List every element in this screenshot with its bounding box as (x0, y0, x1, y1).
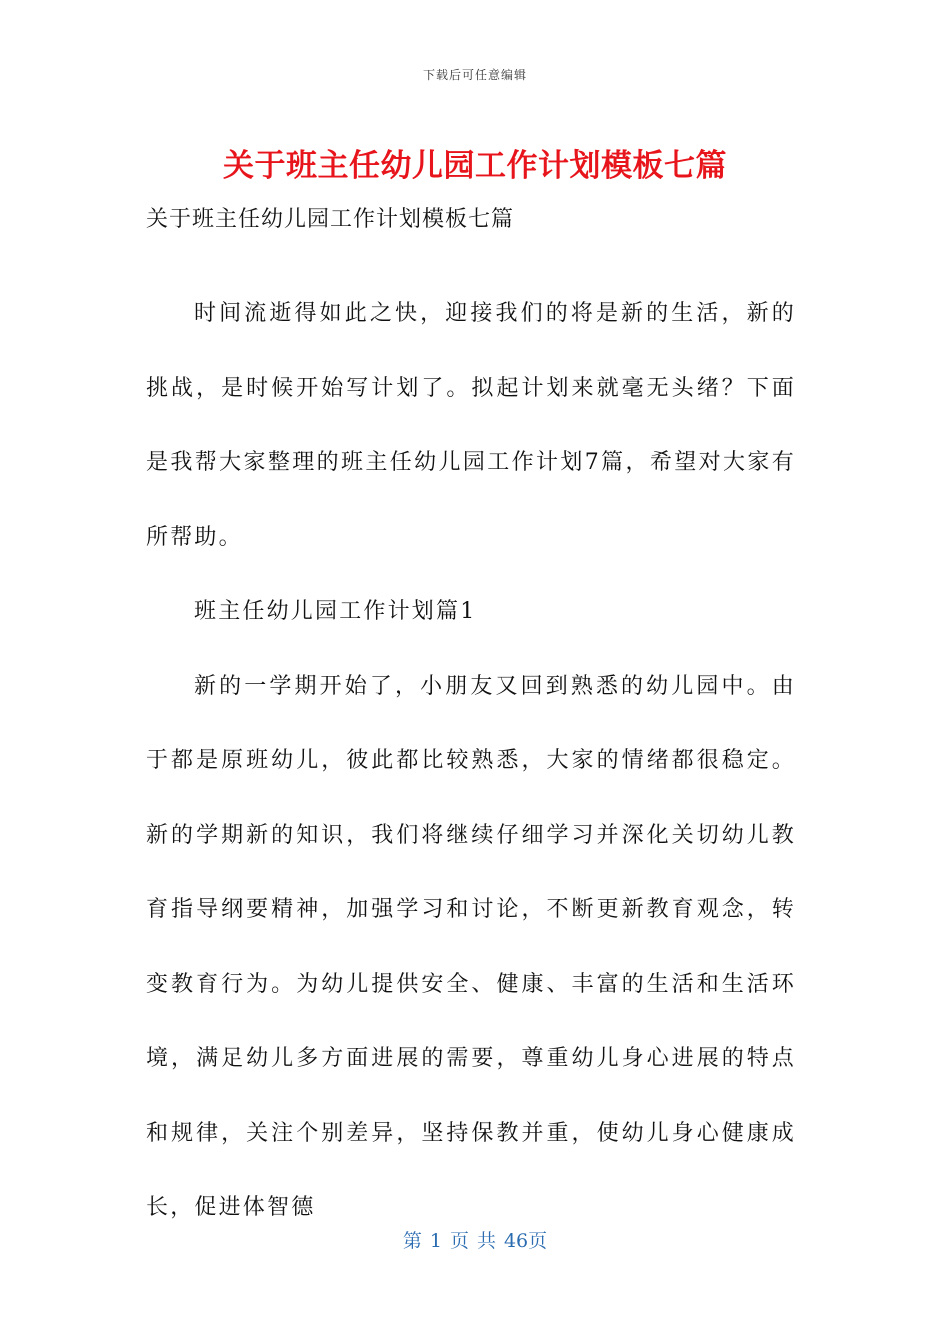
footer-total-word: 共 (476, 1230, 496, 1252)
document-body (146, 277, 796, 1246)
footer-current-page: 1 (429, 1230, 442, 1252)
footer-prefix: 第 (402, 1230, 422, 1252)
page-footer (0, 1226, 950, 1253)
body-paragraph: 新的一学期开始了，小朋友又回到熟悉的幼儿园中。由于都是原班幼儿，彼此都比较熟悉，大家的情绪都很稳定。新的学期新的知识，我们将继续仔细学习并深化关切幼儿教育指导纲要精神，加强学习和讨论，不断更新教育观念，转变教育行为。为幼儿提供安全、健康、丰富的生活和生活环境，满足幼儿多方面进展的需要，尊重幼儿身心进展的特点和规律，关注个别差异，坚持保教并重，使幼儿身心健康成长，促进体智德 (146, 673, 796, 1220)
footer-page-word: 页 (449, 1230, 469, 1252)
section-heading: 班主任幼儿园工作计划篇1 (194, 599, 477, 624)
header-note: 下载后可任意编辑 (422, 68, 527, 82)
document-subtitle: 关于班主任幼儿园工作计划模板七篇 (146, 207, 515, 232)
document-title: 关于班主任幼儿园工作计划模板七篇 (223, 148, 727, 184)
footer-total-pages: 46页 (503, 1230, 548, 1252)
intro-paragraph: 时间流逝得如此之快，迎接我们的将是新的生活，新的挑战，是时候开始写计划了。拟起计划来就毫无头绪？下面是我帮大家整理的班主任幼儿园工作计划7篇，希望对大家有所帮助。 (146, 301, 796, 550)
